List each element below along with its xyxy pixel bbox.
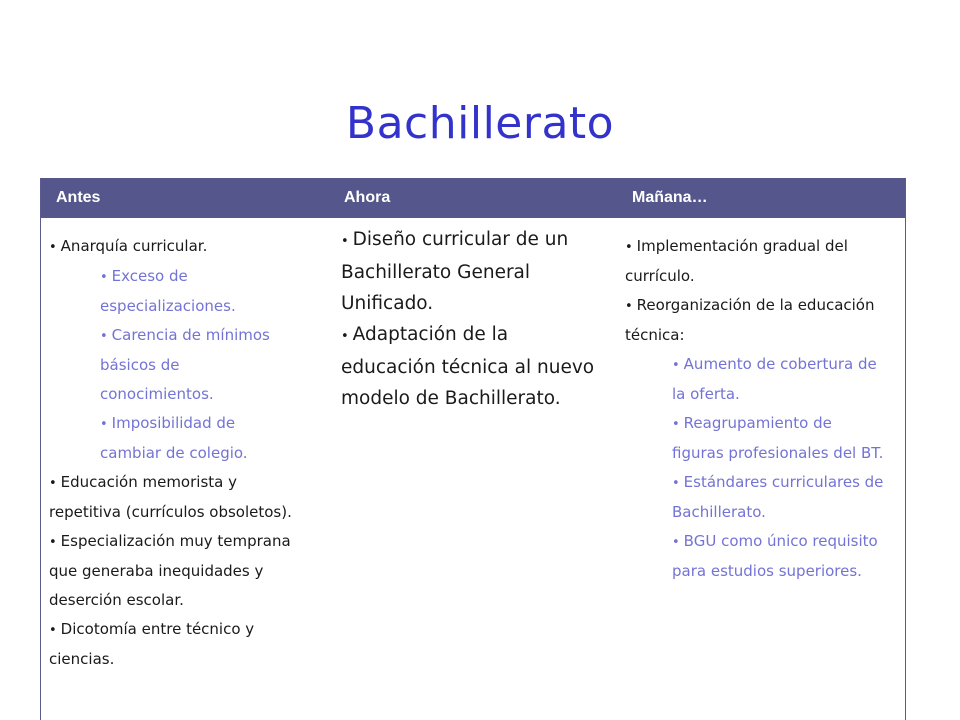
bullet-icon: • bbox=[625, 299, 633, 314]
header-manana: Mañana… bbox=[632, 189, 708, 206]
item-text: Implementación gradual del currículo. bbox=[625, 237, 848, 285]
bullet-icon: • bbox=[100, 270, 108, 285]
item-text: Especialización muy temprana que generaba inequidades y deserción escolar. bbox=[49, 532, 291, 609]
antes-list bbox=[49, 232, 295, 674]
item-text: Reorganización de la educación técnica: bbox=[625, 296, 875, 344]
list-item bbox=[625, 232, 887, 291]
bullet-icon: • bbox=[341, 234, 349, 249]
item-text: Dicotomía entre técnico y ciencias. bbox=[49, 620, 255, 668]
bullet-icon: • bbox=[49, 240, 57, 255]
list-item bbox=[341, 319, 607, 414]
slide-title: Bachillerato bbox=[345, 98, 615, 149]
bullet-icon: • bbox=[49, 623, 57, 638]
list-item bbox=[49, 615, 295, 674]
item-text: Educación memorista y repetitiva (currículos obsoletos). bbox=[49, 473, 292, 521]
comparison-table bbox=[40, 178, 906, 720]
item-text: Exceso de especializaciones. bbox=[100, 267, 236, 315]
header-antes: Antes bbox=[56, 189, 101, 206]
bullet-icon: • bbox=[672, 535, 680, 550]
bullet-icon: • bbox=[672, 476, 680, 491]
item-text: Aumento de cobertura de la oferta. bbox=[672, 355, 877, 403]
bullet-icon: • bbox=[625, 240, 633, 255]
item-text: Reagrupamiento de figuras profesionales del BT. bbox=[672, 414, 884, 462]
list-item bbox=[49, 409, 295, 468]
list-item bbox=[625, 291, 887, 350]
list-item bbox=[625, 468, 887, 527]
manana-list bbox=[625, 232, 887, 586]
header-ahora: Ahora bbox=[344, 189, 391, 206]
item-text: Carencia de mínimos básicos de conocimientos. bbox=[100, 326, 270, 403]
bullet-icon: • bbox=[100, 417, 108, 432]
list-item bbox=[625, 527, 887, 586]
bullet-icon: • bbox=[341, 329, 349, 344]
item-text: Diseño curricular de un Bachillerato General Unificado. bbox=[341, 229, 569, 314]
cell-ahora bbox=[329, 218, 617, 414]
list-item bbox=[625, 409, 887, 468]
bullet-icon: • bbox=[672, 358, 680, 373]
list-item bbox=[341, 224, 607, 319]
bullet-icon: • bbox=[49, 476, 57, 491]
list-item bbox=[625, 350, 887, 409]
item-text: Estándares curriculares de Bachillerato. bbox=[672, 473, 884, 521]
list-item bbox=[49, 262, 295, 321]
list-item bbox=[49, 232, 295, 262]
table-row bbox=[41, 218, 905, 674]
cell-antes bbox=[41, 218, 329, 674]
bullet-icon: • bbox=[672, 417, 680, 432]
list-item bbox=[49, 527, 295, 615]
item-text: Adaptación de la educación técnica al nuevo modelo de Bachillerato. bbox=[341, 324, 595, 409]
item-text: Anarquía curricular. bbox=[60, 237, 208, 255]
item-text: Imposibilidad de cambiar de colegio. bbox=[100, 414, 248, 462]
list-item bbox=[49, 468, 295, 527]
list-item bbox=[49, 321, 295, 409]
cell-manana bbox=[617, 218, 905, 586]
table-header-row bbox=[41, 178, 905, 218]
ahora-list bbox=[341, 224, 607, 414]
item-text: BGU como único requisito para estudios superiores. bbox=[672, 532, 878, 580]
bullet-icon: • bbox=[100, 329, 108, 344]
bullet-icon: • bbox=[49, 535, 57, 550]
